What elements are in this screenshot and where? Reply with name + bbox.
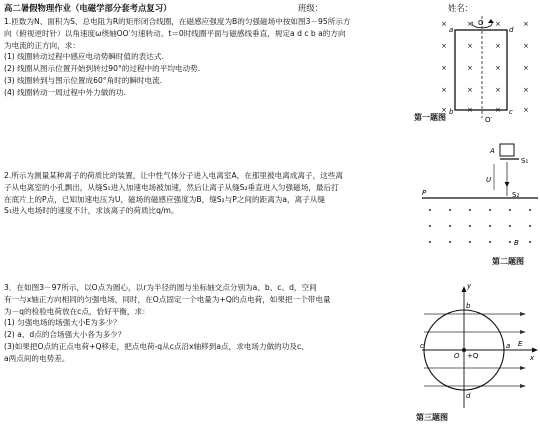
field-dot (449, 241, 451, 243)
field-dot (449, 209, 451, 211)
label-u: U (486, 176, 492, 184)
name-label: 姓名： (448, 3, 474, 13)
magnetic-field-crosses (441, 20, 529, 114)
label-c: c (509, 108, 513, 116)
label-chamber-a: A (490, 147, 495, 155)
field-cross: × (523, 86, 529, 94)
field-dot (429, 209, 431, 211)
label-o: O (478, 19, 484, 27)
field-cross: × (467, 20, 473, 28)
field-cross: × (523, 106, 529, 114)
field-dot (529, 241, 531, 243)
label-a: a (506, 342, 511, 350)
page-title: 高二暑假物理作业（电磁学部分套考点复习） (4, 3, 172, 13)
problem-2 (4, 170, 414, 217)
field-dot (449, 225, 451, 227)
problem-3-item: a两点间的电势差。 (4, 353, 70, 363)
field-cross: × (523, 20, 529, 28)
field-dot (469, 209, 471, 211)
problem-3-line: 为－q的检验电荷放在c点，恰好平衡，求： (4, 306, 150, 316)
figure-3-caption: 第三题图 (416, 413, 448, 422)
problem-3 (4, 282, 420, 364)
label-s1: S₁ (521, 157, 529, 165)
field-dot (509, 241, 511, 243)
problem-2-line: 在底片上的P点，已知加速电压为U，磁场的磁感应强度为B，缝S₂与P之间的距离为a，离子从缝 (4, 194, 326, 204)
field-cross: × (467, 86, 473, 94)
problem-1-item: (2) 线圈从图示位置开始到转过90°的过程中的平均电动势. (4, 64, 201, 74)
field-dot (529, 209, 531, 211)
field-cross: × (441, 64, 447, 72)
field-cross: × (495, 20, 501, 28)
field-cross: × (523, 42, 529, 50)
problem-1 (4, 16, 424, 98)
field-cross: × (441, 20, 447, 28)
label-b: b (466, 302, 471, 310)
label-o-prime: O′ (485, 116, 493, 124)
ion-path-arrow (505, 182, 510, 187)
field-line-arrow (520, 366, 526, 370)
problem-1-line: 为电流的正方向，求： (4, 40, 80, 50)
field-dot (529, 225, 531, 227)
problem-1-item: (1) 线圈转动过程中感应电动势瞬时值的表达式. (4, 52, 164, 62)
problem-1-line: 1.匝数为N、面积为S、总电阻为R的矩形闭合线圈，在磁感应强度为B的匀强磁场中按如图3－95所示方 (4, 17, 351, 26)
label-origin: O (454, 352, 460, 360)
field-dot (489, 209, 491, 211)
figure-3-field-diagram (420, 284, 540, 410)
field-dot (509, 209, 511, 211)
label-s2: S₂ (512, 191, 520, 199)
y-axis-arrow (462, 286, 467, 292)
problem-3-item: (1) 匀强电场的场强大小E为多少？ (4, 318, 121, 328)
label-a: a (449, 26, 454, 34)
field-cross: × (467, 64, 473, 72)
label-plus-q: +Q (467, 352, 479, 360)
ionization-chamber (500, 144, 514, 156)
field-cross: × (495, 64, 501, 72)
point-charge-q (462, 348, 466, 352)
problem-3-item: (3)如果把O点的正点电荷+Q移走，把点电荷-q从c点沿x轴移到a点，求电场力做的功及c、 (4, 341, 309, 351)
field-cross: × (523, 64, 529, 72)
field-cross: × (467, 106, 473, 114)
field-dot (509, 225, 511, 227)
rotation-arrowhead (488, 19, 494, 23)
field-cross: × (495, 86, 501, 94)
problem-1-item: (4) 线圈转动一周过程中外力做的功. (4, 87, 126, 97)
label-b-field: B (514, 239, 519, 247)
problem-1-line: 向（俯视逆时针）以角速度ω绕轴OO′匀速转动。t＝0时线圈平面与磁感线垂直，规定a d c b a的方向 (4, 28, 346, 38)
field-cross: × (467, 42, 473, 50)
problem-2-line: 2.所示为测量某种离子的荷质比的装置，让中性气体分子进入电离室A，在那里被电离成离子，这些离 (4, 171, 343, 180)
figure-2-spectrometer-diagram (420, 142, 540, 257)
label-d: d (509, 26, 514, 34)
figure-1-caption: 第一题图 (414, 113, 446, 122)
field-dot (469, 225, 471, 227)
field-cross: × (495, 42, 501, 50)
label-c: c (420, 342, 424, 350)
field-dot (489, 241, 491, 243)
label-b: b (449, 108, 454, 116)
figure-1-coil-diagram (435, 14, 535, 126)
magnetic-field-dots (429, 209, 531, 243)
field-cross: × (441, 42, 447, 50)
problem-2-line: S₁进入电场时的速度不计，求该离子的荷质比q/m。 (4, 206, 179, 216)
field-dot (429, 241, 431, 243)
field-dot (489, 225, 491, 227)
class-label: 班级： (298, 3, 324, 13)
label-x: x (530, 354, 535, 362)
problem-3-line: 3．在如图3－97所示，以O点为圆心，以r为半径的圆与坐标轴交点分别为a、b、c、d，空间 (4, 283, 317, 292)
field-line-arrow (520, 330, 526, 334)
label-d: d (466, 392, 471, 400)
field-dot (469, 241, 471, 243)
label-p: P (422, 189, 427, 197)
field-line-arrow (520, 312, 526, 316)
label-e: E (518, 340, 523, 348)
field-cross: × (441, 106, 447, 114)
field-cross: × (495, 106, 501, 114)
problem-1-item: (3) 线圈转到与图示位置成60°角时的瞬时电流. (4, 75, 163, 85)
figure-2-caption: 第二题图 (492, 257, 524, 266)
problem-3-line: 有一与x轴正方向相同的匀强电场，同时，在O点固定一个电量为+Q的点电荷，如果把一个带电量 (4, 294, 331, 304)
label-y: y (467, 284, 472, 290)
field-line-arrow (520, 384, 526, 388)
problem-3-item: (2) a、d点的合场强大小各为多少？ (4, 330, 126, 340)
x-axis-arrow (532, 348, 538, 353)
problem-2-line: 子从电离室的小孔飘出，从缝S₁进入加速电场被加速，然后让离子从缝S₂垂直进入匀强磁场，最后打 (4, 182, 339, 192)
field-cross: × (441, 86, 447, 94)
field-dot (429, 225, 431, 227)
